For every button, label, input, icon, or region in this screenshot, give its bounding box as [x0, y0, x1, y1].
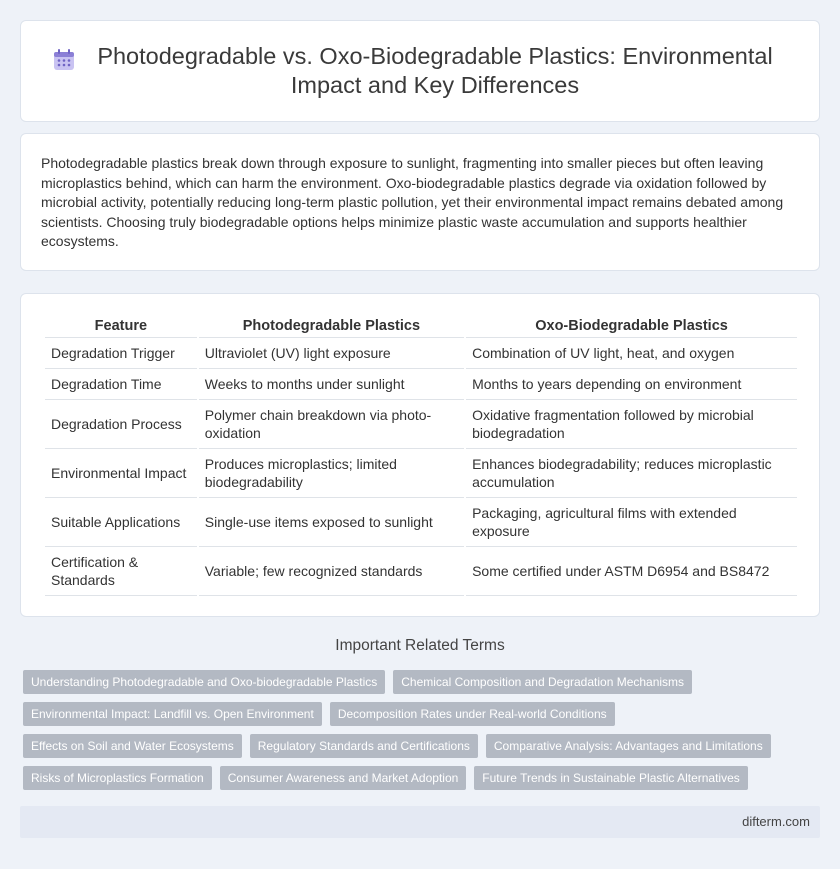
header-photodegradable: Photodegradable Plastics: [199, 311, 464, 338]
photodegradable-cell: Produces microplastics; limited biodegradability: [199, 449, 464, 498]
photodegradable-cell: Ultraviolet (UV) light exposure: [199, 338, 464, 369]
photodegradable-cell: Single-use items exposed to sunlight: [199, 498, 464, 547]
intro-paragraph: Photodegradable plastics break down through exposure to sunlight, fragmenting into smaller pieces but often leaving microplastics behind, which can harm the environment. Oxo-biodegradable plastics degrade via oxidation followed by microbial activity, potentially reducing long-term plastic pollution, yet their environmental impact remains debated among scientists. Choosing truly biodegradable options helps minimize plastic waste accumulation and supports healthier ecosystems.: [41, 155, 784, 250]
feature-cell: Certification & Standards: [45, 547, 197, 596]
oxo-biodegradable-cell: Some certified under ASTM D6954 and BS8472: [466, 547, 797, 596]
header-card: [20, 20, 820, 122]
oxo-biodegradable-cell: Enhances biodegradability; reduces microplastic accumulation: [466, 449, 797, 498]
tag-row: [23, 670, 823, 694]
related-term-tag[interactable]: Decomposition Rates under Real-world Conditions: [330, 702, 615, 726]
comparison-table: [43, 311, 799, 596]
table-row: [45, 338, 797, 369]
photodegradable-cell: Weeks to months under sunlight: [199, 369, 464, 400]
table-header-row: [45, 311, 797, 338]
comparison-table-card: [20, 293, 820, 617]
table-row: [45, 547, 797, 596]
footer-bar: [20, 806, 820, 838]
photodegradable-cell: Variable; few recognized standards: [199, 547, 464, 596]
related-term-tag[interactable]: Environmental Impact: Landfill vs. Open Environment: [23, 702, 322, 726]
oxo-biodegradable-cell: Packaging, agricultural films with extended exposure: [466, 498, 797, 547]
photodegradable-cell: Polymer chain breakdown via photo-oxidation: [199, 400, 464, 449]
related-term-tag[interactable]: Understanding Photodegradable and Oxo-biodegradable Plastics: [23, 670, 385, 694]
feature-cell: Environmental Impact: [45, 449, 197, 498]
feature-cell: Degradation Trigger: [45, 338, 197, 369]
related-term-tag[interactable]: Effects on Soil and Water Ecosystems: [23, 734, 242, 758]
oxo-biodegradable-cell: Combination of UV light, heat, and oxygen: [466, 338, 797, 369]
tag-row: [23, 766, 823, 790]
oxo-biodegradable-cell: Oxidative fragmentation followed by microbial biodegradation: [466, 400, 797, 449]
related-term-tag[interactable]: Regulatory Standards and Certifications: [250, 734, 478, 758]
footer-site-link[interactable]: difterm.com: [742, 814, 810, 829]
related-terms-heading: Important Related Terms: [335, 637, 505, 654]
feature-cell: Degradation Time: [45, 369, 197, 400]
related-term-tag[interactable]: Chemical Composition and Degradation Mechanisms: [393, 670, 692, 694]
related-terms-list: [23, 670, 823, 798]
related-term-tag[interactable]: Consumer Awareness and Market Adoption: [220, 766, 467, 790]
table-row: [45, 449, 797, 498]
related-term-tag[interactable]: Risks of Microplastics Formation: [23, 766, 212, 790]
tag-row: [23, 702, 823, 726]
table-row: [45, 498, 797, 547]
intro-card: [20, 133, 820, 271]
tag-row: [23, 734, 823, 758]
related-term-tag[interactable]: Comparative Analysis: Advantages and Limitations: [486, 734, 771, 758]
table-row: [45, 400, 797, 449]
feature-cell: Suitable Applications: [45, 498, 197, 547]
feature-cell: Degradation Process: [45, 400, 197, 449]
oxo-biodegradable-cell: Months to years depending on environment: [466, 369, 797, 400]
header-feature: Feature: [45, 311, 197, 338]
related-term-tag[interactable]: Future Trends in Sustainable Plastic Alternatives: [474, 766, 747, 790]
table-row: [45, 369, 797, 400]
header-oxo-biodegradable: Oxo-Biodegradable Plastics: [466, 311, 797, 338]
page-title: Photodegradable vs. Oxo-Biodegradable Plastics: Environmental Impact and Key Differences: [97, 43, 773, 98]
